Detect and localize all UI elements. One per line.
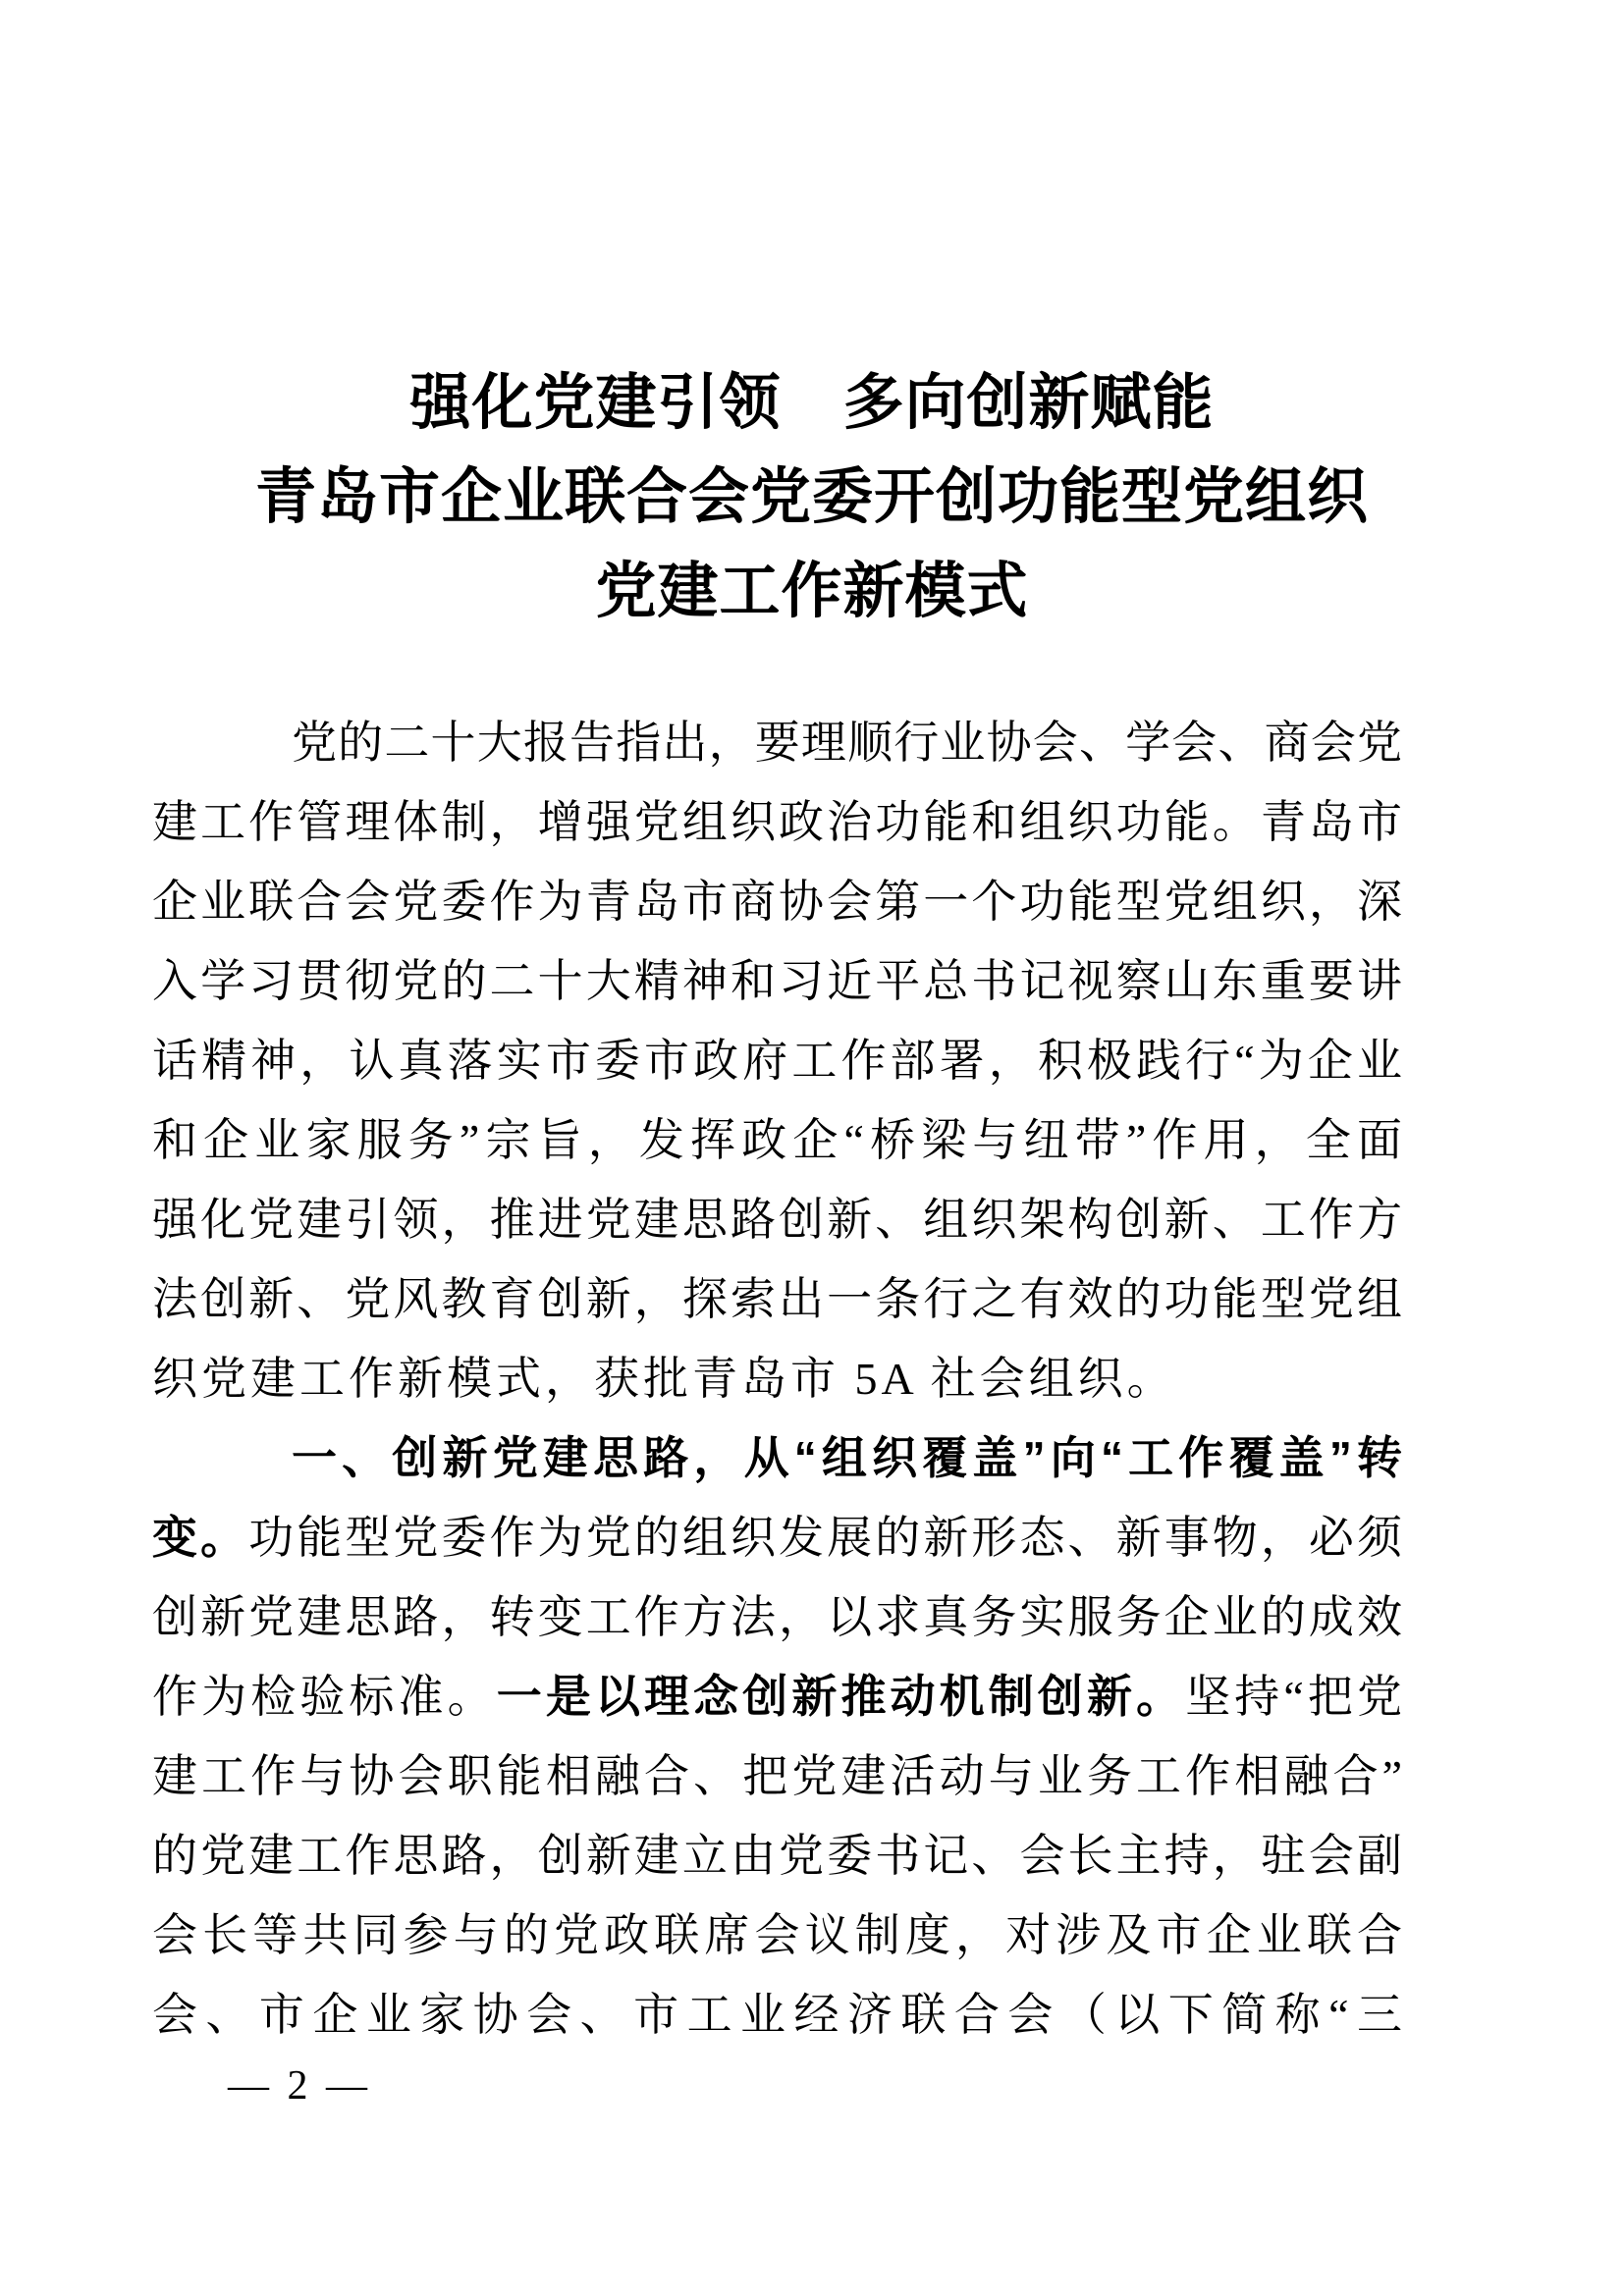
body-text-line (152, 1418, 1402, 1498)
title-line-2: 青岛市企业联合会党委开创功能型党组织 (254, 464, 1369, 531)
text-run-fangsong: 法创新、党风教育创新，探索出一条行之有效的功能型党组 (152, 1274, 1402, 1324)
text-run-fangsong: 会长等共同参与的党政联席会议制度，对涉及市企业联合 (152, 1910, 1402, 1960)
body-text-line (152, 1736, 1402, 1816)
body-text-line (152, 1816, 1402, 1896)
title-line-1: 强化党建引领 多向创新赋能 (409, 370, 1215, 437)
body-text-line (152, 1259, 1402, 1339)
text-run-fangsong: 党的二十大报告指出，要理顺行业协会、学会、商会党 (292, 718, 1402, 768)
body-text-line (152, 1100, 1402, 1180)
text-run-fangsong: 织党建工作新模式，获批青岛市 5A 社会组织。 (152, 1354, 1176, 1404)
text-run-fangsong: 强化党建引领，推进党建思路创新、组织架构创新、工作方 (152, 1195, 1402, 1245)
body-text-line (152, 941, 1402, 1021)
text-run-fangsong: 的党建工作思路，创新建立由党委书记、会长主持，驻会副 (152, 1831, 1402, 1881)
body-text-line (152, 1021, 1402, 1100)
body-text-line (152, 1339, 1402, 1418)
title-line-3: 党建工作新模式 (595, 559, 1029, 625)
document-title (0, 356, 1624, 639)
text-run-fangsong: 作为检验标准。 (152, 1672, 497, 1722)
text-run-fangsong: 坚持“把党 (1185, 1672, 1403, 1722)
text-run-fangsong: 和企业家服务”宗旨，发挥政企“桥梁与纽带”作用，全面 (152, 1115, 1402, 1165)
body-text-line (152, 1498, 1402, 1577)
text-run-heiti: 变。 (152, 1512, 249, 1563)
body-text-line (152, 782, 1402, 862)
page-number: — 2 — (228, 2063, 371, 2109)
text-run-fangsong: 话精神，认真落实市委市政府工作部署，积极践行“为企业 (152, 1036, 1402, 1086)
text-run-fangsong: 企业联合会党委作为青岛市商协会第一个功能型党组织，深 (152, 877, 1402, 927)
body-text-line (152, 703, 1402, 782)
body-text-line (152, 1180, 1402, 1259)
text-run-fangsong: 创新党建思路，转变工作方法，以求真务实服务企业的成效 (152, 1592, 1402, 1642)
text-run-fangsong: 建工作与协会职能相融合、把党建活动与业务工作相融合” (152, 1751, 1402, 1801)
body-text-line (152, 1896, 1402, 1975)
text-run-fangsong: 会、市企业家协会、市工业经济联合会（以下简称“三 (152, 1990, 1402, 2040)
text-run-fangsong: 功能型党委作为党的组织发展的新形态、新事物，必须 (248, 1513, 1403, 1563)
text-run-fangsong: 建工作管理体制，增强党组织政治功能和组织功能。青岛市 (152, 797, 1402, 847)
body-text-line (152, 1577, 1402, 1657)
text-run-heiti: 一、创新党建思路，从“组织覆盖”向“工作覆盖”转 (292, 1432, 1402, 1483)
body-text-line (152, 862, 1402, 941)
body-text-line (152, 1657, 1402, 1736)
text-run-fangsong: 入学习贯彻党的二十大精神和习近平总书记视察山东重要讲 (152, 956, 1402, 1006)
document-body (152, 703, 1402, 2055)
body-text-line (152, 1975, 1402, 2055)
text-run-kaiti: 一是以理念创新推动机制创新。 (496, 1672, 1186, 1722)
